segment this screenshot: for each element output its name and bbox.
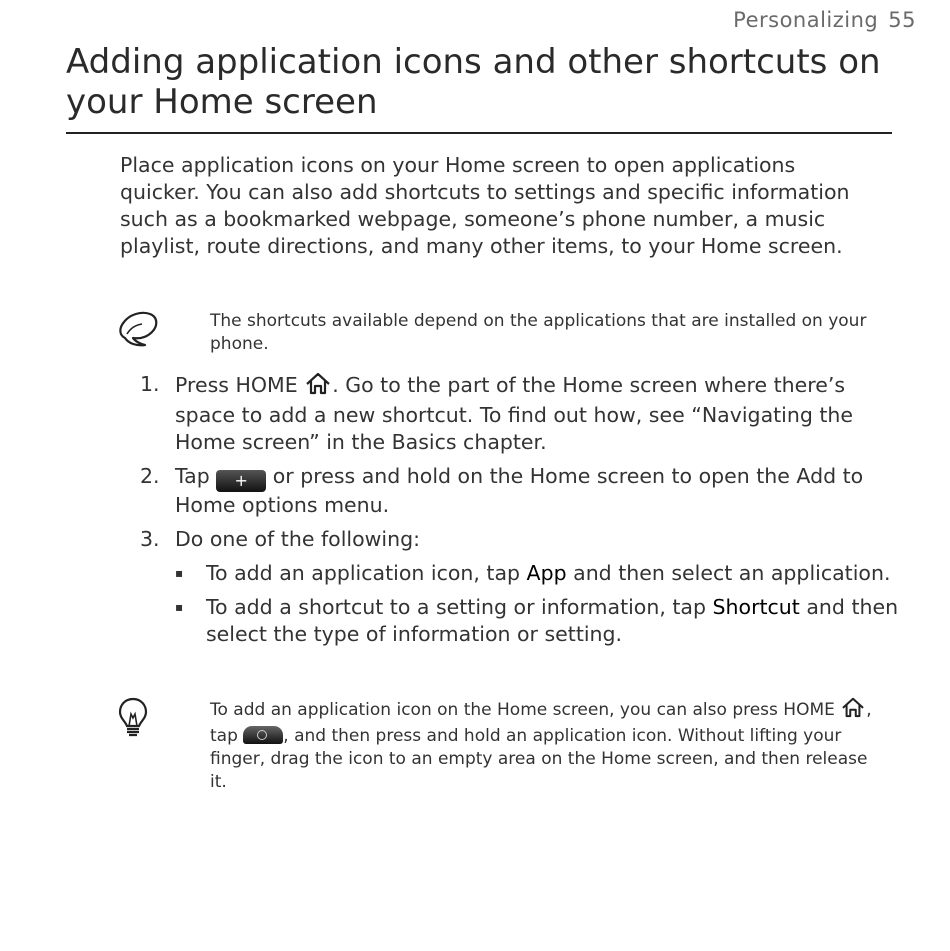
step-text: . Go to the part of the Home screen where there’s space to add a new shortcut. To find out how, see “Navigating the Home screen” in the Basics chapter.	[175, 373, 854, 454]
step-number: 2.	[140, 464, 160, 488]
tip-text-part: To add an application icon on the Home screen, you can also press HOME	[210, 700, 841, 720]
step-text: Tap	[175, 464, 217, 488]
tip-text-part: , and then press and hold an application icon. Without lifting your finger, drag the icon to an empty area on the Home screen, and then release it.	[210, 726, 868, 792]
all-apps-button-icon	[243, 726, 283, 744]
section-name: Personalizing	[733, 8, 879, 32]
page-header	[733, 8, 916, 32]
tip-text	[210, 696, 880, 794]
step-text: Do one of the following:	[175, 527, 421, 551]
page-title: Adding application icons and other shortcuts on your Home screen	[66, 42, 892, 134]
bullet-text: and then select the type of information or setting.	[206, 595, 899, 646]
steps-list	[140, 371, 900, 655]
bullet-text: and then select an application.	[566, 561, 891, 585]
lightbulb-icon	[116, 696, 150, 740]
step-number: 1.	[140, 372, 160, 396]
home-icon	[840, 696, 866, 725]
options-list	[175, 560, 900, 648]
list-item	[175, 594, 900, 648]
add-button-icon: +	[216, 470, 266, 492]
intro-paragraph: Place application icons on your Home screen to open applications quicker. You can also add shortcuts to settings and specific information such as a bookmarked webpage, someone’s phone number, a music playlist, route directions, and many other items, to your Home screen.	[120, 153, 850, 258]
list-item	[175, 560, 900, 587]
bullet-marker: ▪	[175, 600, 184, 614]
note-text: The shortcuts available depend on the applications that are installed on your phone.	[210, 311, 867, 354]
bullet-marker: ▪	[175, 566, 184, 580]
home-icon	[304, 371, 332, 402]
tip-text-part: , tap	[210, 700, 872, 746]
step-number: 3.	[140, 527, 160, 551]
bullet-text: To add a shortcut to a setting or information, tap	[206, 595, 713, 619]
step-2	[140, 463, 900, 519]
ui-term-app: App	[526, 561, 567, 585]
page-number: 55	[888, 8, 916, 32]
step-text: Press HOME	[175, 373, 305, 397]
bullet-text: To add an application icon, tap	[206, 561, 527, 585]
ui-term-shortcut: Shortcut	[712, 595, 800, 619]
step-1	[140, 371, 900, 456]
speech-bubble-icon	[116, 308, 162, 348]
step-text: or press and hold on the Home screen to open the Add to Home options menu.	[175, 464, 864, 517]
step-3	[140, 526, 900, 553]
